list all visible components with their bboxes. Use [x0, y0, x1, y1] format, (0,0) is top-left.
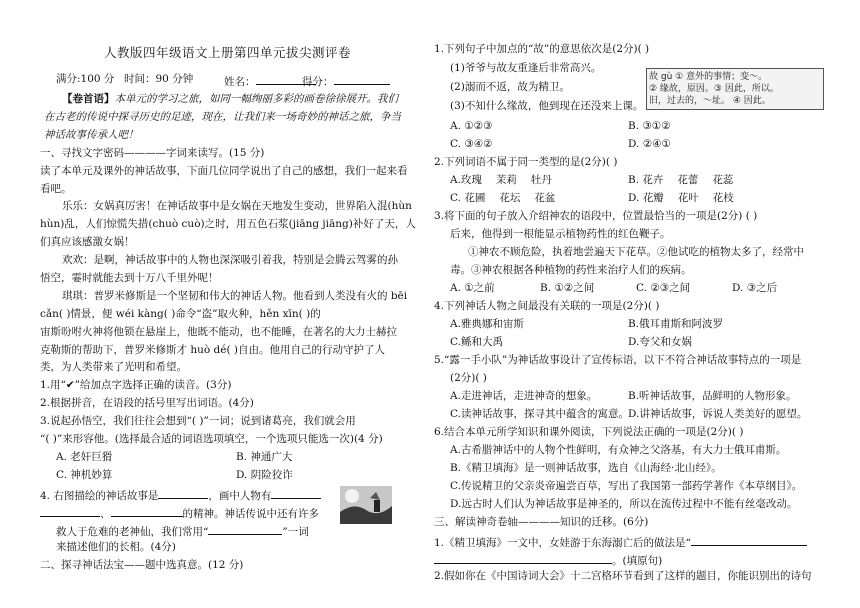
full-score: 满分:100 分 [56, 73, 115, 85]
passage-line: 克勒斯的帮助下，普罗米修斯才 huò dé( )自由。他用自己的行动守护了人 [40, 344, 385, 356]
option-c: C. ②③之间 [636, 282, 691, 294]
passage-line: 宙斯吩咐火神将他锁在悬崖上，他既不能动，也不能睡，在著名的大力士赫拉 [40, 326, 397, 338]
intro-line-3: 神话故事传承人吧！ [44, 129, 139, 141]
q2-2-b: B. 花卉 花蕾 花蕊 [628, 174, 734, 186]
option-c: C.传说精卫的父亲炎帝遍尝百草，写出了我国第一部药学著作《本草纲目》。 [450, 480, 803, 492]
passage-line: 类，为人类带来了光明和希望。 [40, 361, 187, 373]
q2-1: 1.下列句子中加点的“故”的意思依次是(2分)( ) [434, 43, 650, 55]
option-a: A.雅典娜和宙斯 [450, 318, 524, 330]
passage-line: cǎn( )情景，便 wéi kàng( )命令“盗”取火种，hěn xīn( )的 [40, 308, 321, 320]
question-1: 1.用“✔”给加点字选择正确的读音。(3分) [40, 379, 232, 391]
option-a: A.走进神话，走进神奇的想象。 [450, 390, 598, 402]
q2-6: 6.结合本单元所学知识和课外阅读，下列说法正确的一项是(2分)( ) [434, 426, 744, 438]
q2-3-passage: ①神农不顾危险，执着地尝遍天下花草。②他试吃的植物太多了，经常中 [468, 246, 804, 258]
option-c: C.读神话故事，探寻其中蕴含的寓意。 [450, 408, 629, 420]
option-a: A.古希腊神话中的人物个性鲜明，有众神之父洛基，有大力士俄耳甫斯。 [450, 444, 787, 456]
option-c: C. 神机妙算 [56, 469, 113, 481]
q2-5: 5.“露一手小队”为神话故事设计了宣传标语，以下不符合神话故事特点的一项是 [434, 354, 802, 366]
q3-2: 2.假如你在《中国诗词大会》十二宫格环节看到了这样的题目，你能识别出的诗句 [434, 570, 812, 582]
score-field[interactable] [302, 74, 390, 88]
name-label: 姓名： [224, 76, 256, 88]
q3-1-cont: 。(填原句) [434, 553, 662, 567]
exam-title: 人教版四年级语文上册第四单元拔尖测评卷 [104, 45, 352, 60]
option-d: D.夸父和女娲 [628, 336, 692, 348]
section-3-heading: 三、解读神奇卷轴————知识的迁移。(6分) [434, 516, 649, 528]
dict-line-3: 旧，过去的，～址。 ④ 因此。 [649, 96, 771, 106]
q2-3-passage-2: 毒。③神农根据各种植物的药性来治疗人们的疾病。 [450, 264, 692, 276]
q2-2-c: C. 花圃 花坛 花盆 [450, 192, 556, 204]
question-4-line-3: 救人于危难的老神仙，我们常用“ ”一词 [56, 526, 309, 538]
question-4: 4. 右图描绘的神话故事是 ，画中人物有 [40, 488, 321, 502]
question-4-line-4: 来描述他们的长相。(4分) [56, 541, 176, 553]
intro-line-1: 【卷首语】本单元的学习之旅，如同一幅绚丽多彩的画卷徐徐展开。我们 [62, 93, 398, 105]
option-d: D. ③之后 [732, 282, 778, 294]
question-3: 3.说起孙悟空，我们往往会想到“( )”一词；说到诸葛亮，我们就会用 [40, 415, 356, 427]
option-b: B. ③①② [628, 120, 671, 132]
option-a: A. ①之前 [450, 282, 495, 294]
q2-2-a: A.玫瑰 茉莉 牡丹 [450, 174, 552, 186]
dict-line-2: ② 缘故，原因。③ 因此，所以。 [649, 84, 779, 94]
option-d: D. 阴险狡诈 [236, 469, 293, 481]
passage-line: 读了本单元及课外的神话故事，下面几位同学说出了自己的感想，我们一起来看 [40, 165, 408, 177]
question-3-cont: “( )”来形容他。(选择最合适的词语选项填空，一个选项只能选一次)(4 分) [40, 433, 383, 445]
q3-1: 1.《精卫填海》一文中，女娃游于东海溺亡后的做法是“ [434, 535, 807, 549]
q2-2: 2.下列词语不属于同一类型的是(2分)( ) [434, 156, 618, 168]
q2-4: 4.下列神话人物之间最没有关联的一项是(2分)( ) [434, 300, 660, 312]
question-4-line-2: 、 的精神。神话传说中还有许多 [40, 506, 319, 520]
q2-2-d: D. 花瓣 花叶 花枝 [628, 192, 734, 204]
option-b: B.听神话故事，品鲜明的人物形象。 [628, 390, 797, 402]
section-2-heading: 二、探寻神话法宝——题中选真意。(12 分) [40, 559, 244, 571]
option-d: D. ②④① [628, 138, 671, 150]
passage-line: 看吧。 [40, 183, 72, 195]
option-a: A. ①②③ [450, 120, 493, 132]
q2-1-sentence-3: (3)不知什么缘故，他到现在还没来上课。 [450, 100, 644, 112]
option-c: C.鲧和大禹 [450, 336, 503, 348]
question-2: 2.根据拼音，在语段的括号里写出词语。(4分) [40, 397, 254, 409]
intro-line-2: 在古老的传说中探寻历史的足迹，现在，让我们来一场奇妙的神话之旅，争当 [44, 111, 401, 123]
option-a: A. 老奸巨猾 [56, 451, 113, 463]
dictionary-entry [646, 68, 824, 110]
q2-1-sentence-1: (1)爷爷与故友重逢后非常高兴。 [450, 62, 602, 74]
passage-line: 悟空，霎时就能去到十万八千里外呢！ [40, 272, 219, 284]
time-limit: 时间：90 分钟 [124, 73, 194, 85]
passage-line: hùn)乱，人们惊慌失措(chuò cuò)之时，用五色石浆(jiāng jiāng)补好了天，人 [40, 218, 416, 230]
q2-3-sentence: 后来，他得到一根能显示植物药性的红色鞭子。 [450, 228, 671, 240]
option-d: D.远古时人们认为神话故事是神圣的，所以在流传过程中不能有丝毫改动。 [450, 498, 798, 510]
passage-line: 们真应该感激女娲！ [40, 236, 135, 248]
option-d: D.讲神话故事，诉说人类美好的愿望。 [628, 408, 808, 420]
passage-line: 乐乐：女娲真厉害！在神话故事中是女娲在天地发生变动，世界陷入混(hùn [62, 200, 412, 212]
option-b: B.《精卫填海》是一则神话故事，选自《山海经·北山经》。 [450, 462, 722, 474]
score-label: 得分： [302, 76, 334, 88]
option-b: B.俄耳甫斯和阿波罗 [628, 318, 724, 330]
q2-5-cont: (2分)( ) [450, 372, 487, 384]
section-1-heading: 一、寻找文字密码————字词来读写。(15 分) [40, 147, 265, 159]
option-b: B. ①②之间 [540, 282, 595, 294]
q2-1-sentence-2: (2)溺而不返，故为精卫。 [450, 81, 570, 93]
option-c: C. ③④② [450, 138, 493, 150]
dict-line-1: 故 gù ① 意外的事情；变～。 [649, 72, 768, 82]
passage-line: 欢欢：是啊，神话故事中的人物也深深吸引着我，特别是会腾云驾雾的孙 [62, 254, 398, 266]
myth-illustration [340, 486, 392, 524]
passage-line: 琪琪：普罗米修斯是一个坚韧和伟大的神话人物。他看到人类没有火的 bēi [62, 290, 408, 302]
option-b: B. 神通广大 [236, 451, 293, 463]
q2-3: 3.将下面的句子放入介绍神农的语段中，位置最恰当的一项是(2分) ( ) [434, 210, 758, 222]
